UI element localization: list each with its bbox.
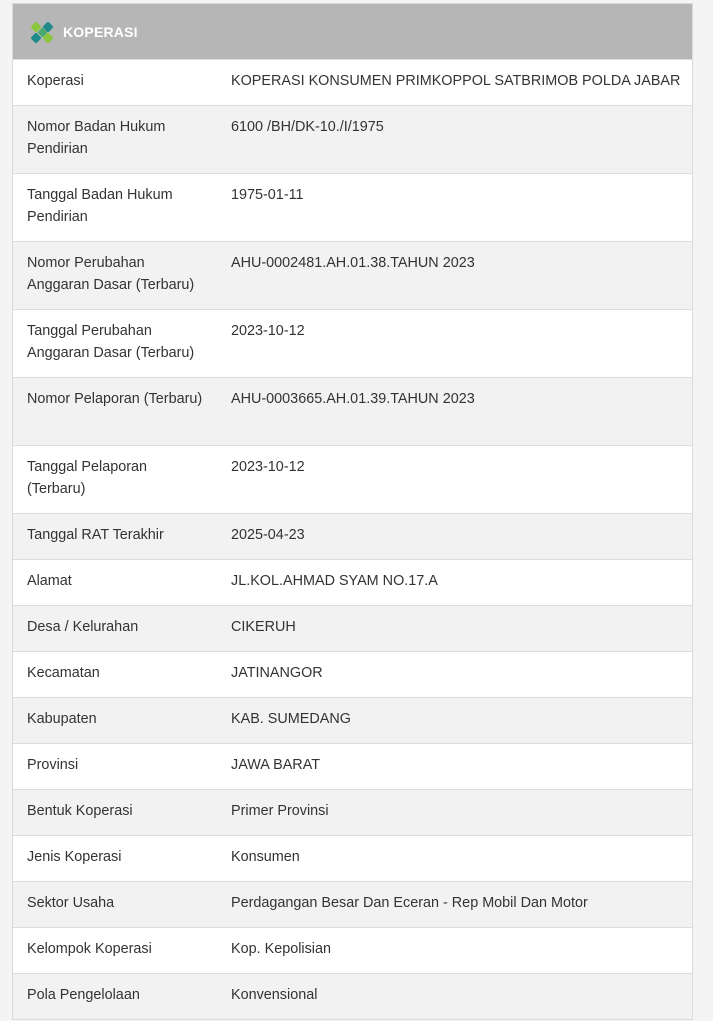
table-row: [13, 378, 692, 446]
koperasi-logo-icon: [30, 19, 56, 45]
row-value: 6100 /BH/DK-10./I/1975: [217, 106, 692, 174]
table-row: [13, 652, 692, 698]
row-value: Konvensional: [217, 974, 692, 1020]
table-row: [13, 882, 692, 928]
row-value: CIKERUH: [217, 606, 692, 652]
table-row: [13, 744, 692, 790]
row-value: KOPERASI KONSUMEN PRIMKOPPOL SATBRIMOB POLDA JABAR: [217, 60, 692, 106]
row-value: JATINANGOR: [217, 652, 692, 698]
row-label: Pola Pengelolaan: [13, 974, 217, 1020]
row-label: Kelompok Koperasi: [13, 928, 217, 974]
row-value: 2023-10-12: [217, 310, 692, 378]
table-row: [13, 514, 692, 560]
table-row: [13, 310, 692, 378]
row-label: Bentuk Koperasi: [13, 790, 217, 836]
row-value: Perdagangan Besar Dan Eceran - Rep Mobil Dan Motor: [217, 882, 692, 928]
table-row: [13, 174, 692, 242]
table-row: [13, 606, 692, 652]
panel-header: [13, 4, 692, 59]
row-value: Konsumen: [217, 836, 692, 882]
table-row: [13, 106, 692, 174]
table-row: [13, 560, 692, 606]
row-label: Koperasi: [13, 60, 217, 106]
row-label: Kabupaten: [13, 698, 217, 744]
row-value: 2023-10-12: [217, 446, 692, 514]
table-row: [13, 698, 692, 744]
table-row: [13, 974, 692, 1020]
table-row: [13, 928, 692, 974]
row-value: 1975-01-11: [217, 174, 692, 242]
row-value: JAWA BARAT: [217, 744, 692, 790]
row-label: Nomor Badan Hukum Pendirian: [13, 106, 217, 174]
row-label: Jenis Koperasi: [13, 836, 217, 882]
panel-title: KOPERASI: [63, 23, 138, 40]
row-label: Tanggal RAT Terakhir: [13, 514, 217, 560]
table-row: [13, 790, 692, 836]
row-value: AHU-0003665.AH.01.39.TAHUN 2023: [217, 378, 692, 446]
table-row: [13, 242, 692, 310]
table-row: [13, 446, 692, 514]
row-label: Sektor Usaha: [13, 882, 217, 928]
row-label: Alamat: [13, 560, 217, 606]
row-label: Provinsi: [13, 744, 217, 790]
row-value: Kop. Kepolisian: [217, 928, 692, 974]
row-label: Nomor Perubahan Anggaran Dasar (Terbaru): [13, 242, 217, 310]
koperasi-info-table: [13, 59, 692, 1020]
row-value: 2025-04-23: [217, 514, 692, 560]
table-row: [13, 836, 692, 882]
row-label: Nomor Pelaporan (Terbaru): [13, 378, 217, 446]
row-label: Tanggal Perubahan Anggaran Dasar (Terbaru): [13, 310, 217, 378]
table-row: [13, 60, 692, 106]
row-label: Kecamatan: [13, 652, 217, 698]
row-label: Tanggal Pelaporan (Terbaru): [13, 446, 217, 514]
row-value: KAB. SUMEDANG: [217, 698, 692, 744]
koperasi-panel: [12, 3, 693, 1020]
row-value: JL.KOL.AHMAD SYAM NO.17.A: [217, 560, 692, 606]
row-label: Desa / Kelurahan: [13, 606, 217, 652]
row-value: Primer Provinsi: [217, 790, 692, 836]
row-label: Tanggal Badan Hukum Pendirian: [13, 174, 217, 242]
row-value: AHU-0002481.AH.01.38.TAHUN 2023: [217, 242, 692, 310]
